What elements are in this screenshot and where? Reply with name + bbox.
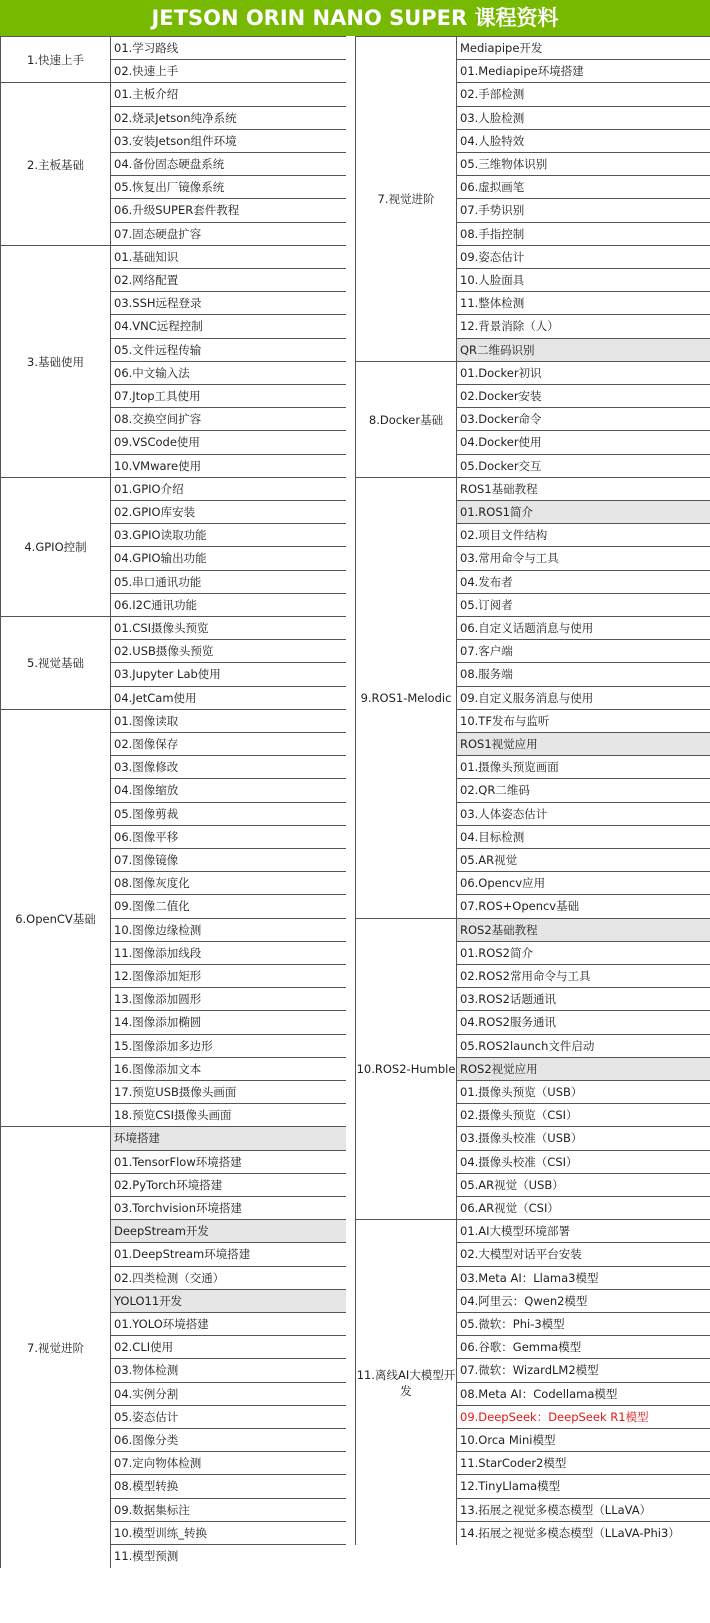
section-header-row: 环境搭建 — [111, 1126, 347, 1150]
course-item-row: 02.大模型对话平台安装 — [457, 1242, 710, 1266]
section-header-row: QR二维码识别 — [457, 338, 710, 362]
course-item-row: 04.实例分割 — [111, 1382, 347, 1406]
course-item-row: 02.烧录Jetson纯净系统 — [111, 106, 347, 130]
section-header-row: ROS2视觉应用 — [457, 1057, 710, 1081]
course-table-left — [0, 36, 347, 1568]
course-item-row: 02.ROS2常用命令与工具 — [457, 964, 710, 988]
course-item-row: 02.网络配置 — [111, 268, 347, 292]
course-item-row: 01.Mediapipe环境搭建 — [457, 59, 710, 83]
course-item-row: 09.VSCode使用 — [111, 430, 347, 454]
right-category-cell: 10.ROS2-Humble — [356, 918, 457, 1221]
course-item-row: 03.人体姿态估计 — [457, 802, 710, 826]
column-gap — [346, 36, 355, 1623]
course-item-row: 03.摄像头校准（USB） — [457, 1126, 710, 1150]
course-item-row: 03.SSH远程登录 — [111, 291, 347, 315]
section-header-row: DeepStream开发 — [111, 1219, 347, 1243]
course-item-row: 04.GPIO输出功能 — [111, 546, 347, 570]
course-item-row: 07.图像镜像 — [111, 848, 347, 872]
course-item-row: 10.TF发布与监听 — [457, 709, 710, 733]
left-category-cell: 2.主板基础 — [1, 82, 111, 245]
course-item-row: 11.图像添加线段 — [111, 941, 347, 965]
course-item-row: 03.ROS2话题通讯 — [457, 987, 710, 1011]
course-item-row: 07.ROS+Opencv基础 — [457, 894, 710, 918]
course-item-row: 10.图像边缘检测 — [111, 918, 347, 942]
course-item-row: 02.手部检测 — [457, 82, 710, 106]
course-item-row: 03.安装Jetson组件环境 — [111, 129, 347, 153]
course-item-row: 03.Jupyter Lab使用 — [111, 662, 347, 686]
course-item-row: 07.手势识别 — [457, 198, 710, 222]
course-item-row: 03.Meta AI：Llama3模型 — [457, 1266, 710, 1290]
course-item-row: 04.阿里云：Qwen2模型 — [457, 1289, 710, 1313]
course-item-row: 05.微软：Phi-3模型 — [457, 1312, 710, 1336]
course-item-row: 11.StarCoder2模型 — [457, 1451, 710, 1475]
section-header-row: ROS2基础教程 — [457, 918, 710, 942]
course-item-row: 06.I2C通讯功能 — [111, 593, 347, 617]
course-item-row: 01.CSI摄像头预览 — [111, 616, 347, 640]
course-item-row: 03.常用命令与工具 — [457, 546, 710, 570]
course-item-row: 05.AR视觉 — [457, 848, 710, 872]
left-category-cell: 3.基础使用 — [1, 245, 111, 478]
course-item-row: 12.图像添加矩形 — [111, 964, 347, 988]
right-category-cell: 11.离线AI大模型开发 — [356, 1219, 457, 1545]
course-item-row: 02.Docker安装 — [457, 384, 710, 408]
course-item-row: 04.备份固态硬盘系统 — [111, 152, 347, 176]
course-item-row: 01.摄像头预览画面 — [457, 755, 710, 779]
course-item-row: 06.图像平移 — [111, 825, 347, 849]
course-item-row: 04.图像缩放 — [111, 778, 347, 802]
course-item-row: 09.姿态估计 — [457, 245, 710, 269]
course-item-row: 01.YOLO环境搭建 — [111, 1312, 347, 1336]
course-item-row: 05.恢复出厂镜像系统 — [111, 175, 347, 199]
course-item-row: 03.物体检测 — [111, 1358, 347, 1382]
course-item-row: 03.Docker命令 — [457, 407, 710, 431]
course-item-row: 01.图像读取 — [111, 709, 347, 733]
course-item-row: 02.项目文件结构 — [457, 523, 710, 547]
course-item-row: 06.Opencv应用 — [457, 871, 710, 895]
course-item-row: 08.手指控制 — [457, 222, 710, 246]
course-item-row: 04.Docker使用 — [457, 430, 710, 454]
course-item-row: 14.拓展之视觉多模态模型（LLaVA-Phi3） — [457, 1521, 710, 1545]
left-category-cell: 1.快速上手 — [1, 36, 111, 83]
course-table-right — [355, 36, 710, 1545]
course-item-row: 12.TinyLlama模型 — [457, 1474, 710, 1498]
course-item-row: 05.订阅者 — [457, 593, 710, 617]
section-header-row: ROS1视觉应用 — [457, 732, 710, 756]
course-item-row: 04.VNC远程控制 — [111, 314, 347, 338]
course-item-row: 07.客户端 — [457, 639, 710, 663]
course-item-row: 11.整体检测 — [457, 291, 710, 315]
course-item-row: 14.图像添加椭圆 — [111, 1010, 347, 1034]
course-item-row: 01.Docker初识 — [457, 361, 710, 385]
course-item-row: 01.基础知识 — [111, 245, 347, 269]
course-item-row: 01.主板介绍 — [111, 82, 347, 106]
course-item-row: 05.姿态估计 — [111, 1405, 347, 1429]
course-item-row: 06.谷歌：Gemma模型 — [457, 1335, 710, 1359]
course-item-row: 03.图像修改 — [111, 755, 347, 779]
course-item-row: 12.背景消除（人） — [457, 314, 710, 338]
course-item-row: 13.图像添加圆形 — [111, 987, 347, 1011]
course-item-row: 06.图像分类 — [111, 1428, 347, 1452]
course-item-row: 04.人脸特效 — [457, 129, 710, 153]
course-item-row: 02.摄像头预览（CSI） — [457, 1103, 710, 1127]
course-item-row: 02.图像保存 — [111, 732, 347, 756]
course-item-row: 10.人脸面具 — [457, 268, 710, 292]
course-item-row: 04.发布者 — [457, 570, 710, 594]
course-item-row: 02.USB摄像头预览 — [111, 639, 347, 663]
course-item-row: 04.ROS2服务通讯 — [457, 1010, 710, 1034]
course-item-row: 02.QR二维码 — [457, 778, 710, 802]
course-item-row: 17.预览USB摄像头画面 — [111, 1080, 347, 1104]
course-item-row: 01.摄像头预览（USB） — [457, 1080, 710, 1104]
course-item-row: 03.Torchvision环境搭建 — [111, 1196, 347, 1220]
course-item-row: 06.虚拟画笔 — [457, 175, 710, 199]
course-item-row: 09.数据集标注 — [111, 1498, 347, 1522]
course-item-row: 05.Docker交互 — [457, 454, 710, 478]
course-item-row: 02.CLI使用 — [111, 1335, 347, 1359]
left-category-cell: 6.OpenCV基础 — [1, 709, 111, 1128]
course-item-row: 01.TensorFlow环境搭建 — [111, 1150, 347, 1174]
course-item-row: 08.图像灰度化 — [111, 871, 347, 895]
course-item-row: Mediapipe开发 — [457, 36, 710, 60]
course-item-row: 13.拓展之视觉多模态模型（LLaVA） — [457, 1498, 710, 1522]
course-item-row: 08.模型转换 — [111, 1474, 347, 1498]
course-item-row: 01.GPIO介绍 — [111, 477, 347, 501]
course-item-row: 05.串口通讯功能 — [111, 570, 347, 594]
course-item-row: 15.图像添加多边形 — [111, 1034, 347, 1058]
course-item-row: 10.VMware使用 — [111, 454, 347, 478]
course-item-row: ROS1基础教程 — [457, 477, 710, 501]
course-item-row: 08.Meta AI：Codellama模型 — [457, 1382, 710, 1406]
course-item-row: 07.微软：WizardLM2模型 — [457, 1358, 710, 1382]
section-header-row: YOLO11开发 — [111, 1289, 347, 1313]
course-item-row: 01.ROS2简介 — [457, 941, 710, 965]
course-item-row: 01.DeepStream环境搭建 — [111, 1242, 347, 1266]
right-category-cell: 7.视觉进阶 — [356, 36, 457, 362]
course-item-row: 03.人脸检测 — [457, 106, 710, 130]
course-item-row: 09.图像二值化 — [111, 894, 347, 918]
course-item-row: 06.AR视觉（CSI） — [457, 1196, 710, 1220]
right-category-cell: 8.Docker基础 — [356, 361, 457, 478]
course-item-row: 06.中文输入法 — [111, 361, 347, 385]
course-item-row: 01.学习路线 — [111, 36, 347, 60]
left-category-cell: 5.视觉基础 — [1, 616, 111, 710]
course-item-row: 02.GPIO库安装 — [111, 500, 347, 524]
course-item-row: 03.GPIO读取功能 — [111, 523, 347, 547]
course-item-row: 05.ROS2launch文件启动 — [457, 1034, 710, 1058]
page-title: JETSON ORIN NANO SUPER 课程资料 — [0, 0, 710, 36]
course-item-row: 02.四类检测（交通） — [111, 1266, 347, 1290]
left-category-cell: 4.GPIO控制 — [1, 477, 111, 617]
course-item-row: 05.文件远程传输 — [111, 338, 347, 362]
course-item-row: 05.三维物体识别 — [457, 152, 710, 176]
course-item-row: 05.AR视觉（USB） — [457, 1173, 710, 1197]
course-item-row: 09.DeepSeek：DeepSeek R1模型 — [457, 1405, 710, 1429]
left-category-cell: 7.视觉进阶 — [1, 1126, 111, 1568]
course-item-row: 05.图像剪裁 — [111, 802, 347, 826]
course-item-row: 07.Jtop工具使用 — [111, 384, 347, 408]
course-item-row: 04.摄像头校准（CSI） — [457, 1150, 710, 1174]
course-item-row: 09.自定义服务消息与使用 — [457, 686, 710, 710]
course-item-row: 06.自定义话题消息与使用 — [457, 616, 710, 640]
course-item-row: 16.图像添加文本 — [111, 1057, 347, 1081]
course-item-row: 02.快速上手 — [111, 59, 347, 83]
course-item-row: 07.定向物体检测 — [111, 1451, 347, 1475]
right-category-cell: 9.ROS1-Melodic — [356, 477, 457, 919]
course-item-row: 04.JetCam使用 — [111, 686, 347, 710]
course-item-row: 04.目标检测 — [457, 825, 710, 849]
course-item-row: 18.预览CSI摄像头画面 — [111, 1103, 347, 1127]
course-item-row: 01.AI大模型环境部署 — [457, 1219, 710, 1243]
course-item-row: 06.升级SUPER套件教程 — [111, 198, 347, 222]
course-item-row: 08.交换空间扩容 — [111, 407, 347, 431]
course-item-row: 10.模型训练_转换 — [111, 1521, 347, 1545]
course-item-row: 11.模型预测 — [111, 1544, 347, 1568]
course-item-row: 07.固态硬盘扩容 — [111, 222, 347, 246]
course-item-row: 08.服务端 — [457, 662, 710, 686]
section-header-row: 01.ROS1简介 — [457, 500, 710, 524]
course-item-row: 10.Orca Mini模型 — [457, 1428, 710, 1452]
course-item-row: 02.PyTorch环境搭建 — [111, 1173, 347, 1197]
